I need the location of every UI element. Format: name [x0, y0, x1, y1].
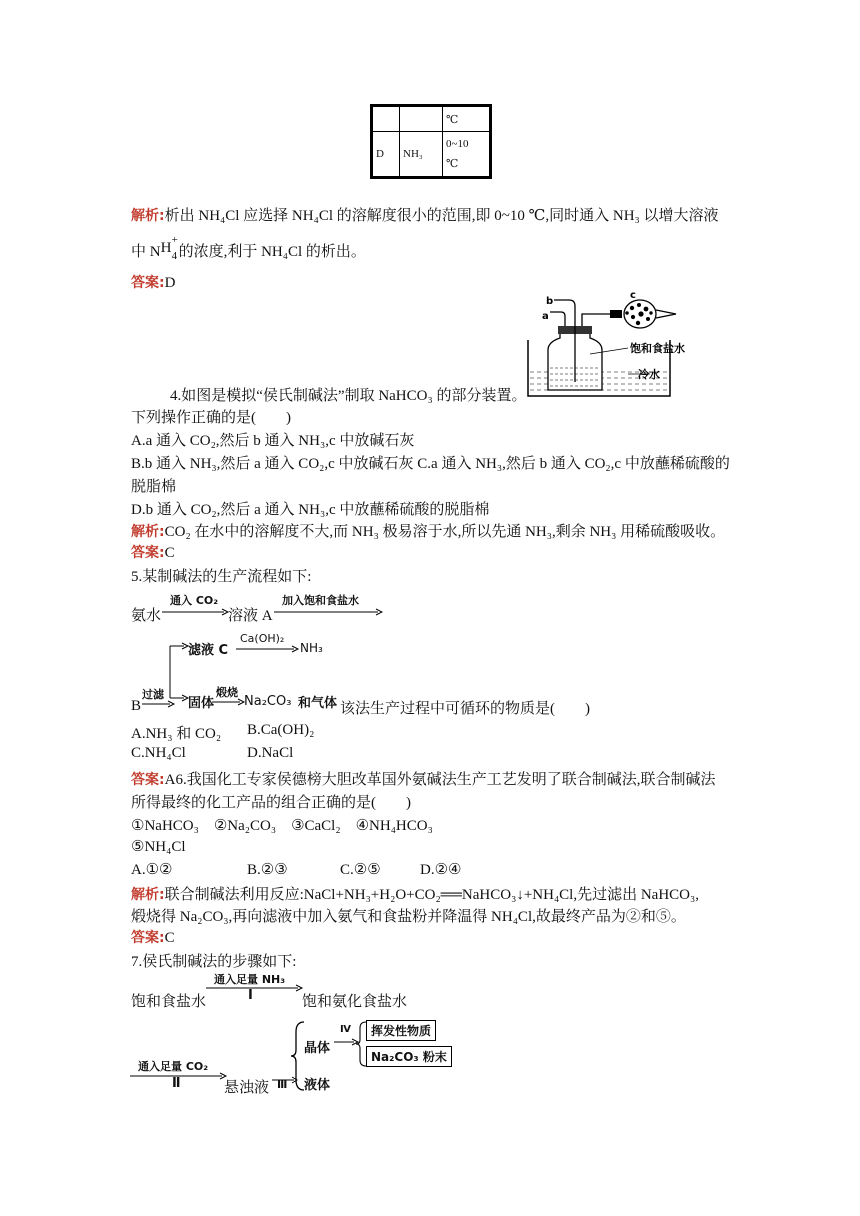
q7-ammoniated-brine: 饱和氨化食盐水: [302, 994, 408, 1010]
q6-item5: ⑤NH₄Cl: [131, 839, 186, 855]
q6-answer: 答案:C: [131, 930, 175, 946]
q4-stem: 4.如图是模拟“侯氏制碱法”制取 NaHCO₃ 的部分装置。: [170, 388, 527, 404]
q3-analysis: 解析:析出 NH₄Cl 应选择 NH₄Cl 的溶解度很小的范围,即 0~10 ℃,同时通入 NH₃ 以增大溶液: [131, 208, 719, 224]
q7-liquid: 液体: [304, 1078, 331, 1093]
q5-nh3: NH₃: [300, 641, 323, 655]
arrow-right-icon: [212, 698, 246, 706]
q5-caoh2: Ca(OH)₂: [240, 632, 285, 645]
q7-step1: Ⅰ: [248, 988, 253, 1003]
q7-step2: Ⅱ: [172, 1076, 181, 1091]
q7-brine: 饱和食盐水: [131, 994, 207, 1010]
q4-option-b: B.b 通入 NH₃,然后 a 通入 CO₂,c 中放碱石灰 C.a 通入 NH₃,然后 b 通入 CO₂,c 中放蘸稀硫酸的: [131, 456, 730, 472]
q5-option-d: D.NaCl: [247, 745, 294, 761]
q7-arrow1-label: 通入足量 NH₃: [214, 973, 286, 986]
q7-step3: Ⅲ: [277, 1078, 288, 1091]
label-cold-water: 冷水: [638, 368, 660, 381]
q6-stem-2: 所得最终的化工产品的组合正确的是( ): [131, 795, 411, 811]
connector: [610, 310, 622, 318]
q5-calcine-label: 煅烧: [216, 686, 238, 699]
q5-solution-a: 溶液 A: [228, 608, 273, 624]
q4-option-a: A.a 通入 CO₂,然后 b 通入 NH₃,c 中放碱石灰: [131, 433, 415, 449]
table-cell: 0~10 ℃: [443, 132, 491, 178]
q6-option-b: B.②③: [247, 862, 288, 878]
label-brine: 饱和食盐水: [630, 342, 685, 355]
q6-analysis-2: 煅烧得 Na₂CO₃,再向滤液中加入氨气和食盐粉并降温得 NH₄Cl,故最终产品为②和⑤。: [131, 909, 686, 925]
q5-question: 该法生产过程中可循环的物质是( ): [340, 701, 590, 717]
q4-option-d: D.b 通入 CO₂,然后 a 通入 NH₃,c 中放蘸稀硫酸的脱脂棉: [131, 502, 490, 518]
q4-stem-2: 下列操作正确的是( ): [131, 410, 291, 426]
q7-stem: 7.侯氏制碱法的步骤如下:: [131, 954, 297, 970]
q5-option-c: C.NH₄Cl: [131, 745, 186, 761]
q5-filter-label: 过滤: [142, 688, 164, 701]
q5-arrow1-label: 通入 CO₂: [170, 594, 219, 607]
q4-option-b-cont: 脱脂棉: [131, 479, 177, 495]
q5-option-b: B.Ca(OH)₂: [247, 722, 315, 738]
q7-powder: Na₂CO₃ 粉末: [366, 1046, 452, 1067]
arrow-right-icon: [236, 645, 300, 653]
q3-answer: 答案:D: [131, 275, 176, 291]
apparatus-figure: [520, 292, 740, 402]
label-a: a: [542, 311, 549, 322]
q5-gas: 和气体: [298, 696, 338, 711]
data-table: [370, 104, 492, 179]
q7-arrow2-label: 通入足量 CO₂: [138, 1060, 209, 1073]
table-cell: ℃: [443, 106, 491, 132]
q7-volatile: 挥发性物质: [366, 1020, 436, 1041]
q3-analysis-line2: 中 N H + 4 的浓度,利于 NH₄Cl 的析出。: [131, 234, 366, 262]
q5-answer: 答案:A6.我国化工专家侯德榜大胆改革国外氨碱法生产工艺发明了联合制碱法,联合制碱法: [131, 772, 716, 788]
q7-step4: Ⅳ: [340, 1024, 351, 1035]
q6-option-d: D.②④: [420, 862, 462, 878]
q5-solid: 固体: [188, 696, 215, 711]
tube-c: [582, 314, 612, 326]
label-b: b: [546, 296, 554, 307]
q4-analysis: 解析:CO₂ 在水中的溶解度不大,而 NH₃ 极易溶于水,所以先通 NH₃,剩余 NH₃ 用稀硫酸吸收。: [131, 524, 726, 540]
arrow-right-icon: [142, 700, 176, 708]
tube-a: [550, 312, 565, 326]
q7-suspension: 悬浊液: [224, 1080, 270, 1096]
q5-product: Na₂CO₃: [244, 694, 292, 709]
q6-option-a: A.①②: [131, 862, 173, 878]
q5-option-a: A.NH₃ 和 CO₂: [131, 726, 222, 742]
arrow-right-icon: [162, 608, 230, 616]
label-c: c: [630, 292, 636, 301]
q4-answer: 答案:C: [131, 545, 175, 561]
q7-crystal: 晶体: [304, 1041, 331, 1056]
q5-stem: 5.某制碱法的生产流程如下:: [131, 569, 312, 585]
q6-items: ①NaHCO₃ ②Na₂CO₃ ③CaCl₂ ④NH₄HCO₃: [131, 818, 433, 834]
q5-arrow2-label: 加入饱和食盐水: [282, 594, 359, 607]
q5-ammonia: 氨水: [131, 608, 162, 624]
table-cell: D: [372, 132, 400, 178]
q5-b: B: [131, 698, 142, 714]
arrow-right-icon: [274, 608, 386, 616]
arrow-right-icon: [206, 984, 304, 992]
q5-filtrate: 滤液 C: [188, 643, 229, 658]
q6-option-c: C.②⑤: [340, 862, 381, 878]
table-cell: NH₃: [400, 132, 443, 178]
q6-analysis: 解析:联合制碱法利用反应:NaCl+NH₃+H₂O+CO₂══NaHCO₃↓+NH₄Cl,先过滤出 NaHCO₃,: [131, 887, 699, 903]
